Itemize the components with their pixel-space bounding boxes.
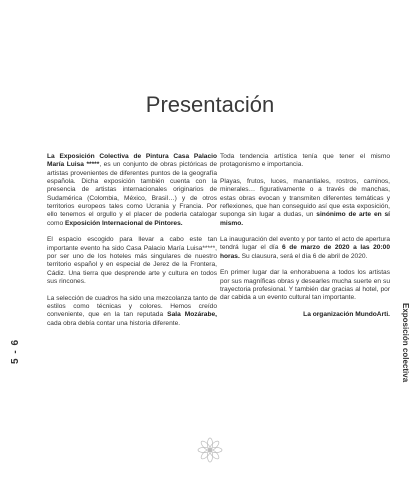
text-span: Su clausura, será el día 6 de abril de 2020. [239, 252, 368, 260]
bold-art-synonym: sinónimo de arte en sí mismo. [220, 211, 390, 227]
bold-opening-date: 6 de marzo de 2020 a las 20:00 horas. [220, 244, 390, 260]
signature-text: La organización MundoArti. [303, 310, 390, 318]
paragraph-intro [47, 153, 217, 228]
paragraph-tendency: Toda tendencia artística tenía que tener el mismo protagonismo e importancia. [220, 153, 390, 169]
paragraph-themes [220, 178, 390, 228]
text-span: La selección de cuadros ha sido una mezcolanza tanto de estilos como técnicas y colores. Hemos creído conveniente, que en la tan reputada [47, 294, 217, 319]
paragraph-venue: El espacio escogido para llevar a cabo este tan importante evento ha sido Casa Palacio María Luisa*****, por ser uno de los hoteles más singulares de nuestro territorio español y en especial de Jerez de la Frontera, Cádiz. Una tierra que desprende arte y cultura en todos sus rincones. [47, 236, 217, 285]
right-column [220, 153, 390, 327]
paragraph-selection [47, 295, 217, 328]
signature [220, 311, 390, 319]
text-span: Playas, frutos, luces, manantiales, rostros, caminos, minerales… figurativamente o a través de manchas, estas obras evocan y transmiten diferentes temáticas y reflexiones, que han conseguido así que esta exposición, suponga sin lugar a dudas, un [220, 177, 390, 219]
paragraph-thanks: En primer lugar dar la enhorabuena a todos los artistas por sus magníficas obras y desearles mucha suerte en su trayectoria profesional. Y también dar gracias al hotel, por dar cabida a un evento cultural tan importante. [220, 269, 390, 302]
left-column [47, 153, 217, 336]
bold-international-exhibition: Exposición Internacional de Pintores. [64, 219, 183, 227]
side-section-title: Exposición colectiva [401, 303, 410, 383]
page-title: Presentación [145, 92, 275, 117]
paragraph-dates [220, 236, 390, 261]
page-number: 5 - 6 [10, 338, 21, 364]
floral-ornament-icon [196, 436, 224, 464]
text-span: cada obra debía contar una historia diferente. [47, 319, 181, 327]
bold-exhibition-name: La Exposición Colectiva de Pintura Casa Palacio María Luisa ***** [47, 153, 217, 169]
text-span: La inauguración del evento y por tanto el acto de apertura tendrá lugar el día [220, 236, 390, 252]
bold-room-name: Sala Mozárabe, [167, 311, 217, 319]
text-span: , es un conjunto de obras pictóricas de artistas provenientes de diferentes puntos de la geografía española. Dicha exposición también cuenta con la presencia de artistas internacionales originarios de Sudamérica (Colombia, México, Brasil…) y de otros territorios europeos tales como Ucrania y Francia. Por ello tenemos el orgullo y el placer de poderla catalogar como [47, 161, 217, 227]
